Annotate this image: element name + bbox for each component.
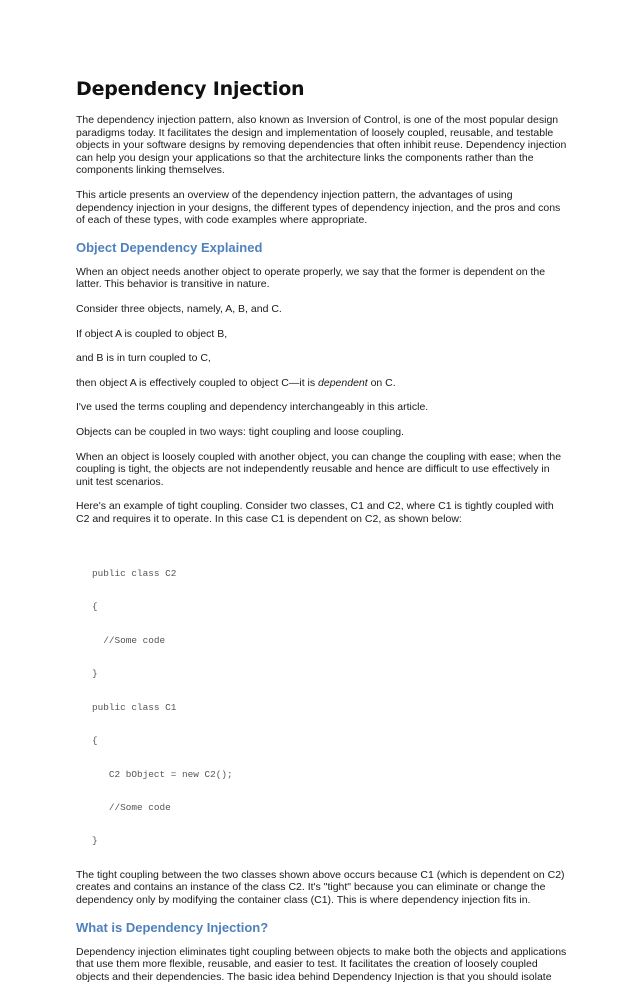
- paragraph-a-coupled-c: [76, 377, 568, 390]
- section-heading-object-dependency: Object Dependency Explained: [76, 239, 263, 255]
- text-run: then object A is effectively coupled to object C—it is: [76, 376, 319, 389]
- code-line: //Some code: [92, 801, 171, 813]
- code-line: {: [92, 601, 98, 613]
- emphasis-dependent: dependent: [318, 376, 368, 389]
- paragraph-a-coupled-b: If object A is coupled to object B,: [76, 327, 228, 340]
- paragraph-tight-explanation: The tight coupling between the two classes shown above occurs because C1 (which is dependent on C2) creates and contains an instance of the class C2. It's "tight" because you can eliminate or change the dependency only by modifying the container class (C1). This is where dependency injection fits in.: [76, 868, 565, 907]
- intro-paragraph-1: The dependency injection pattern, also known as Inversion of Control, is one of the most popular design paradigms today. It facilitates the design and implementation of loosely coupled, reusable, and testable objects in your software designs by removing dependencies that often inhibit reuse. Dependency injection can help you design your applications so that the architecture links the components rather than the components linking themselves.: [76, 114, 567, 177]
- document-title: Dependency Injection: [76, 78, 305, 100]
- code-line: public class C1: [92, 701, 177, 713]
- code-line: public class C2: [92, 567, 177, 579]
- paragraph-terms-note: I've used the terms coupling and dependency interchangeably in this article.: [76, 401, 429, 414]
- paragraph-coupling-ways: Objects can be coupled in two ways: tight coupling and loose coupling.: [76, 425, 405, 438]
- code-block: [92, 545, 568, 868]
- intro-paragraph-2: This article presents an overview of the dependency injection pattern, the advantages of using dependency injection in your designs, the different types of dependency injection, and the pros and cons of each of these types, with code examples where appropriate.: [76, 188, 561, 227]
- code-line: {: [92, 735, 98, 747]
- code-line: }: [92, 835, 98, 847]
- code-line: }: [92, 668, 98, 680]
- code-line: C2 bObject = new C2();: [92, 768, 233, 780]
- section-heading-what-is-di: What is Dependency Injection?: [76, 919, 269, 935]
- paragraph-di-definition: Dependency injection eliminates tight coupling between objects to make both the objects and applications that use them more flexible, reusable, and easier to test. It facilitates the creation of loosely coupled objects and their dependencies. The basic idea behind Dependency Injection is that you should isolate: [76, 945, 567, 983]
- paragraph-three-objects: Consider three objects, namely, A, B, and C.: [76, 302, 282, 315]
- paragraph-tight-example: Here's an example of tight coupling. Consider two classes, C1 and C2, where C1 is tightly coupled with C2 and requires it to operate. In this case C1 is dependent on C2, as shown below:: [76, 500, 554, 525]
- paragraph-dependent-definition: When an object needs another object to operate properly, we say that the former is dependent on the latter. This behavior is transitive in nature.: [76, 265, 546, 291]
- text-run: on C.: [367, 376, 396, 389]
- paragraph-loose-vs-tight: When an object is loosely coupled with another object, you can change the coupling with ease; when the coupling is tight, the objects are not independently reusable and hence are difficult to use effectively in unit test scenarios.: [76, 450, 562, 488]
- paragraph-b-coupled-c: and B is in turn coupled to C,: [76, 352, 211, 365]
- document-body: [76, 76, 568, 995]
- code-line: //Some code: [92, 634, 166, 646]
